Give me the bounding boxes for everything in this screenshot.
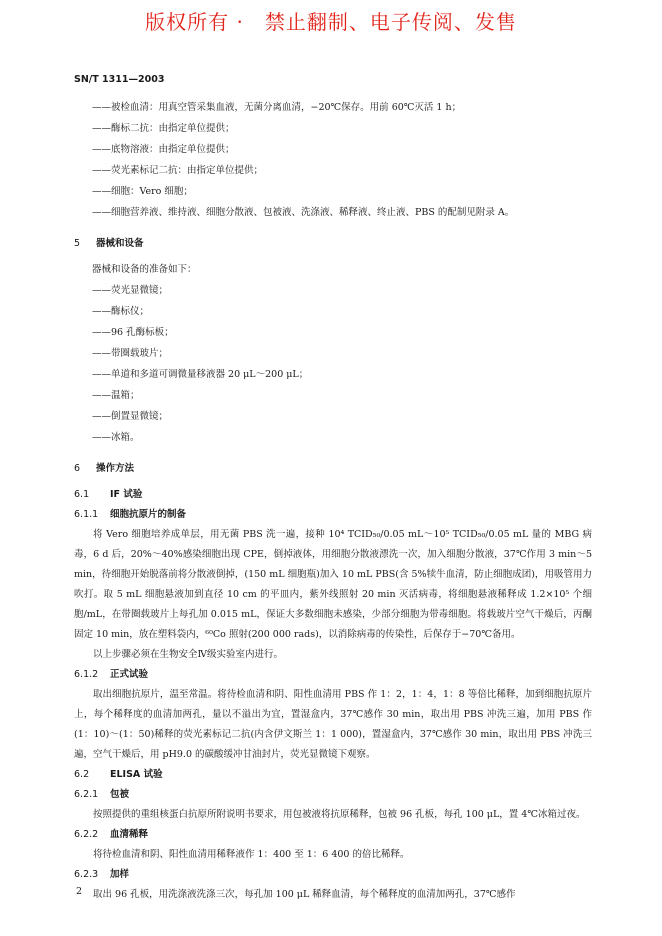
section-6-2-1-heading: 6.2.1 包被: [74, 789, 130, 800]
section-6-2-1-paragraph: 按照提供的重组核蛋白抗原所附说明书要求，用包被液将抗原稀释，包被 96 孔板，每孔 100 μL，置 4℃冰箱过夜。: [93, 809, 586, 820]
equipment-item: ——96 孔酶标板；: [92, 327, 174, 338]
section-6-2-2-paragraph: 将待检血清和阴、阳性血清用稀释液作 1：400 至 1：6 400 的倍比稀释。: [93, 849, 410, 860]
section-6-2-3-paragraph: 取出 96 孔板，用洗涤液洗涤三次，每孔加 100 μL 稀释血清，每个稀释度的血清加两孔，37℃感作: [93, 889, 516, 900]
reagent-item: ——荧光素标记二抗：由指定单位提供；: [92, 165, 264, 176]
section-6-1-2-heading: 6.1.2 正式试验: [74, 669, 149, 680]
equipment-item: ——冰箱。: [92, 432, 140, 443]
equipment-item: ——温箱；: [92, 390, 140, 401]
section-6-2-heading: 6.2 ELISA 试验: [74, 769, 163, 780]
section-6-1-1-note: 以上步骤必须在生物安全Ⅳ级实验室内进行。: [93, 649, 283, 660]
page-number: 2: [76, 886, 83, 897]
standard-code: SN/T 1311—2003: [74, 74, 165, 85]
equipment-item: ——倒置显微镜；: [92, 411, 169, 422]
section-5-heading: 5 器械和设备: [74, 238, 144, 249]
document-body: [74, 98, 592, 905]
reagent-item: ——酶标二抗：由指定单位提供；: [92, 123, 235, 134]
equipment-item: ——单道和多道可调微量移液器 20 μL～200 μL；: [92, 369, 309, 380]
equipment-item: ——荧光显微镜；: [92, 285, 169, 296]
section-6-heading: 6 操作方法: [74, 463, 135, 474]
reagent-item: ——细胞营养液、维持液、细胞分散液、包被液、洗涤液、稀释液、终止液、PBS 的配制见附录 A。: [92, 207, 515, 218]
section-6-2-2-heading: 6.2.2 血清稀释: [74, 829, 149, 840]
reagent-item: ——被检血清：用真空管采集血液，无菌分离血清，−20℃保存。用前 60℃灭活 1 h；: [92, 102, 462, 113]
section-6-1-1-paragraph: 将 Vero 细胞培养成单层，用无菌 PBS 洗一遍，接种 10⁴ TCID₅₀/0.05 mL～10⁵ TCID₅₀/0.05 mL 量的 MBG 病毒，6 d 后，20%～40%感染细胞出现 CPE，倒掉液体，用细胞分散液漂洗一次，加入细胞分散液，37℃作用 3 min～5 min，待细胞开始脱落前将分散液倒掉，(150 mL 细胞瓶)加入 10 mL PBS(含 5%犊牛血清，防止细胞成团)，用吸管用力吹打。取 5 mL 细胞悬液加到直径 10 cm 的平皿内，紫外线照射 20 min 灭活病毒，将细胞悬液稀释成 1.2×10⁵ 个细胞/mL，在带圈载玻片上每孔加 0.015 mL，保证大多数细胞未感染，少部分细胞为带毒细胞。将载玻片空气干燥后，丙酮固定 10 min，放在塑料袋内，⁶⁰Co 照射(200 000 rads)，以消除病毒的传染性，后保存于−70℃备用。: [74, 529, 592, 640]
copyright-watermark: 版权所有 · 禁止翻制、电子传阅、发售: [145, 10, 517, 34]
section-6-1-heading: 6.1 IF 试验: [74, 489, 143, 500]
reagent-item: ——底物溶液：由指定单位提供；: [92, 144, 235, 155]
section-6-1-1-heading: 6.1.1 细胞抗原片的制备: [74, 509, 187, 520]
section-6-2-3-heading: 6.2.3 加样: [74, 869, 130, 880]
section-5-intro: 器械和设备的准备如下：: [92, 264, 197, 275]
equipment-item: ——带圈载玻片；: [92, 348, 169, 359]
section-6-1-2-paragraph: 取出细胞抗原片，温至常温。将待检血清和阴、阳性血清用 PBS 作 1：2，1：4，1：8 等倍比稀释，加到细胞抗原片上，每个稀释度的血清加两孔，量以不溢出为宜，置湿盒内，37℃感作 30 min，取出用 PBS 冲洗三遍，加用 PBS 作(1：10)～(1：50)稀释的荧光素标记二抗(内含伊文斯兰 1：1 000)，置湿盒内，37℃感作 30 min，取出用 PBS 冲洗三遍，空气干燥后，用 pH9.0 的碳酸缓冲甘油封片，荧光显微镜下观察。: [74, 689, 592, 760]
reagent-item: ——细胞：Vero 细胞；: [92, 186, 193, 197]
equipment-item: ——酶标仪；: [92, 306, 150, 317]
